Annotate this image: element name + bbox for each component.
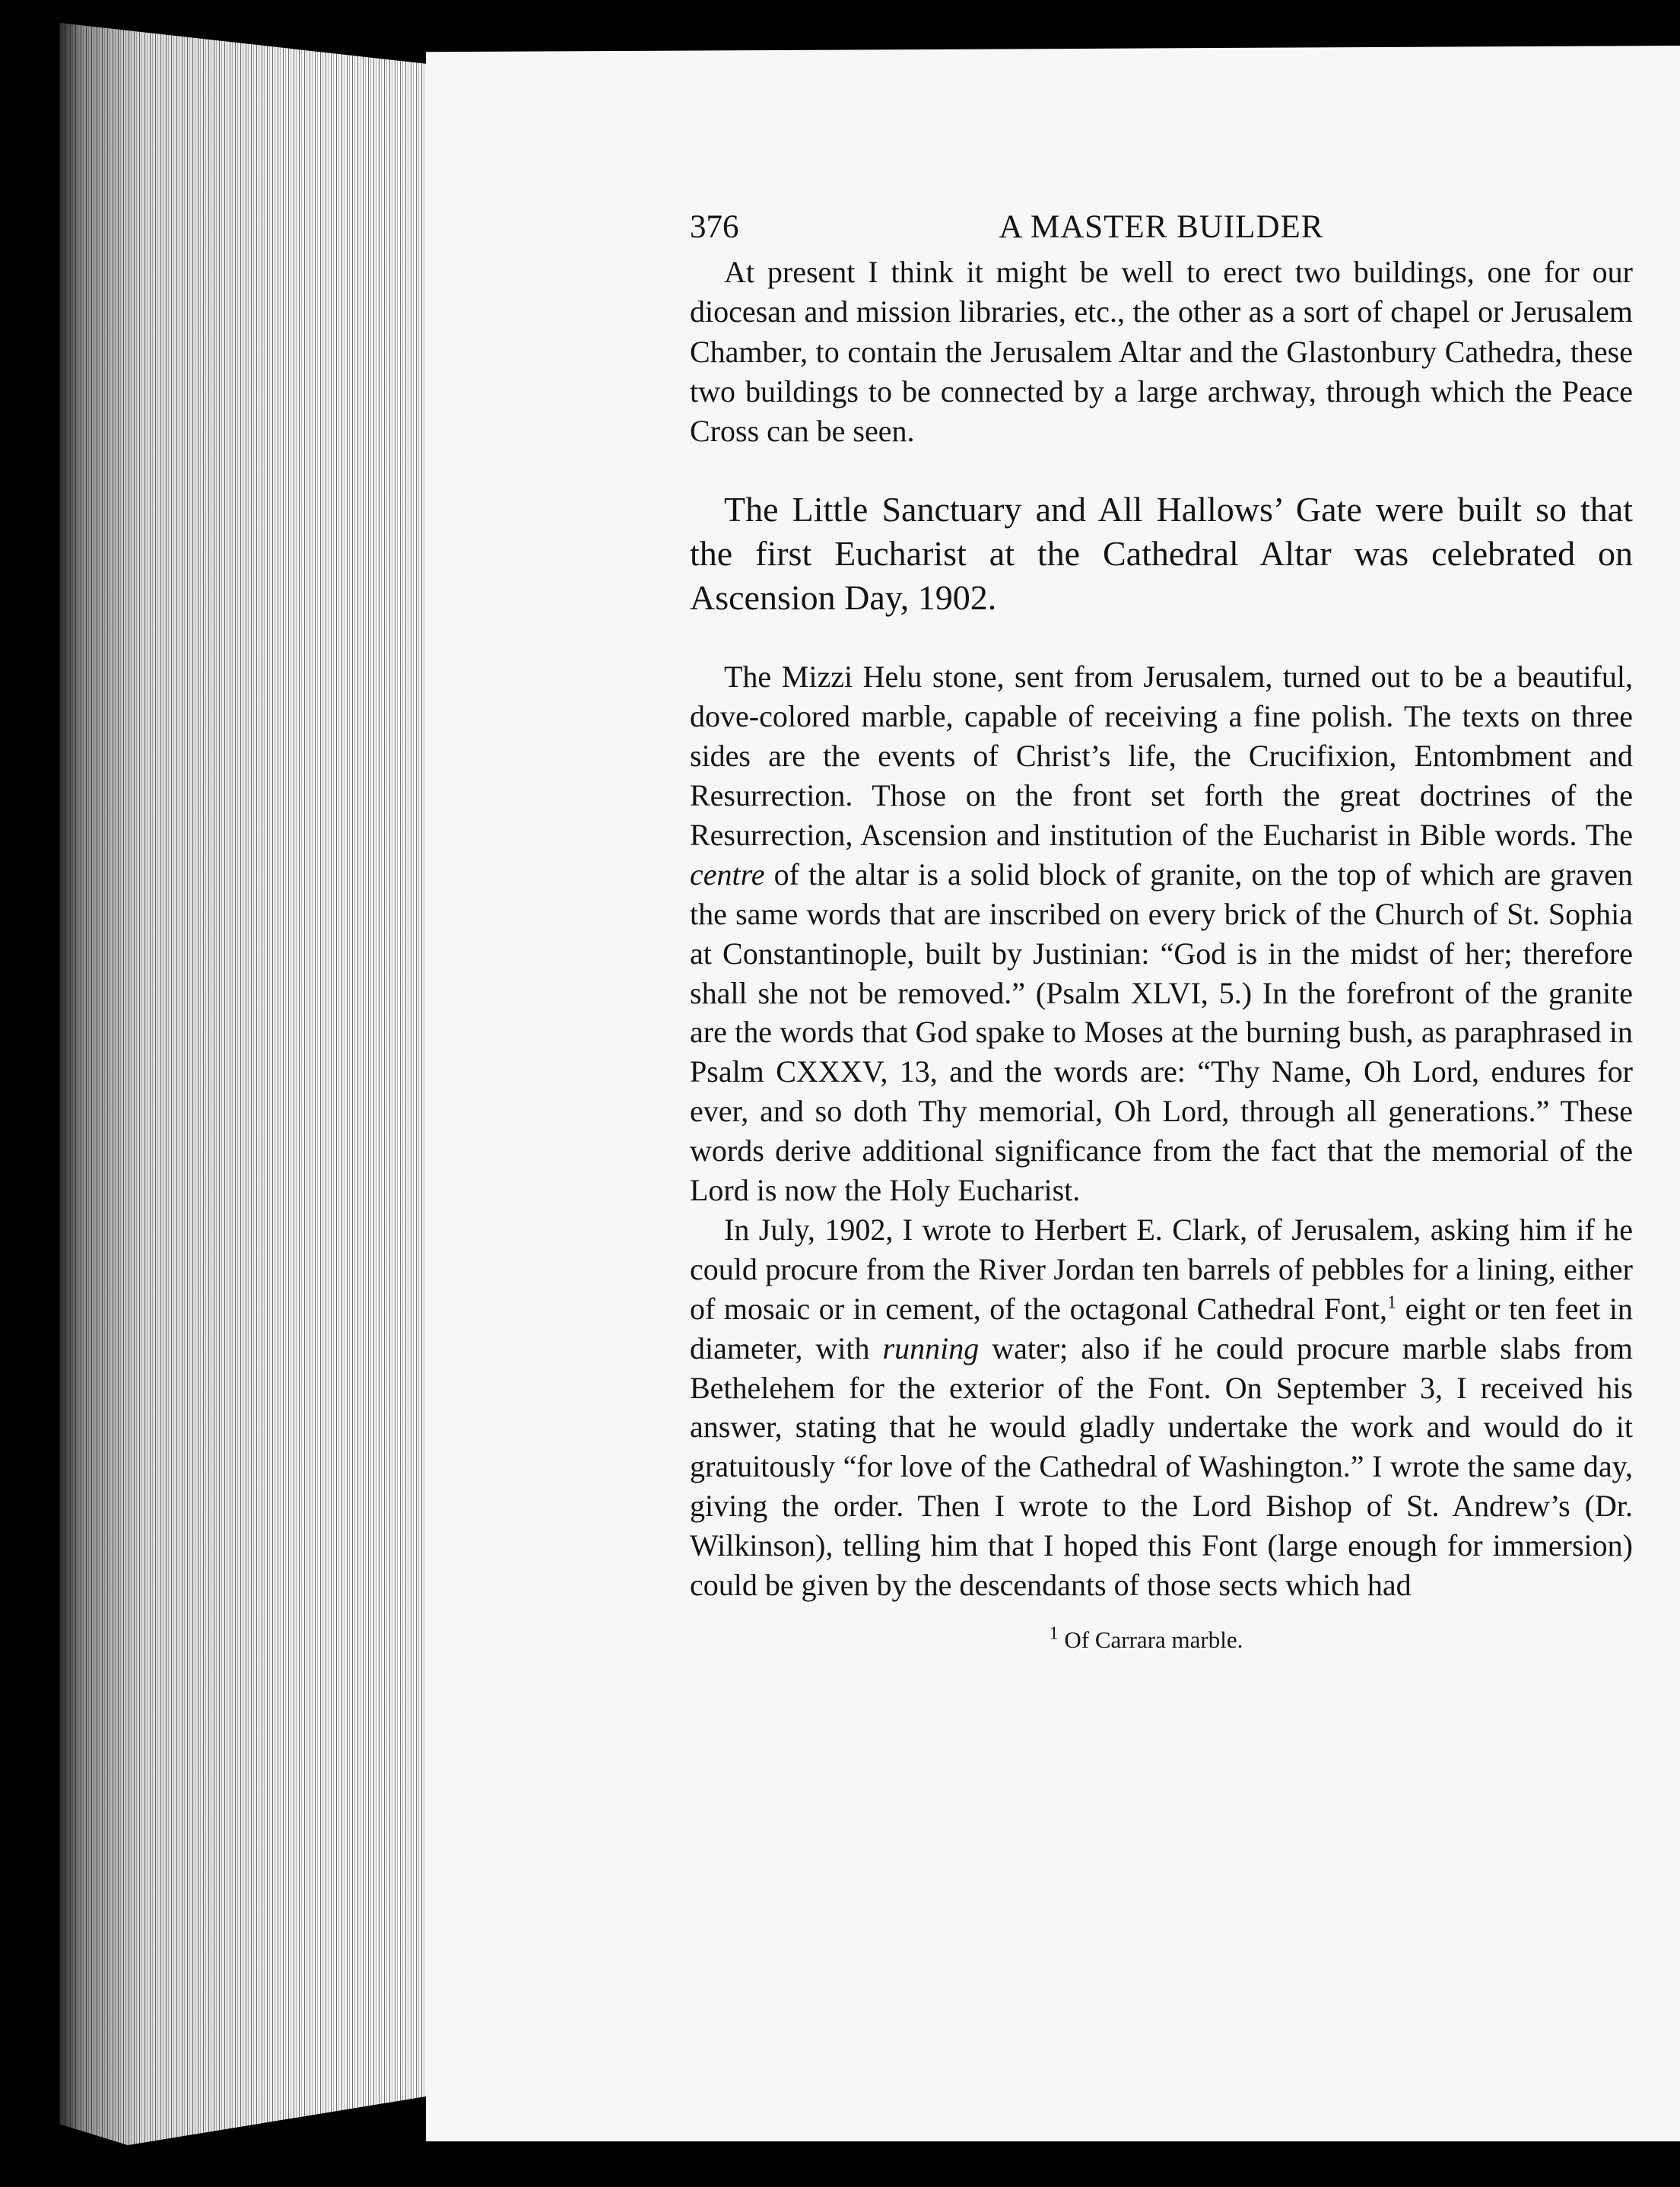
italic-word: centre: [690, 857, 765, 892]
footnote: [690, 1625, 1633, 1655]
paragraph-mizzi-helu-stone: [690, 657, 1633, 1210]
book-page-edges: [59, 23, 440, 2145]
running-title: A MASTER BUILDER: [999, 209, 1324, 245]
footnote-marker: 1: [1049, 1623, 1059, 1644]
footnote-text: Of Carrara marble.: [1058, 1626, 1243, 1654]
paragraph-cathedral-font: [690, 1210, 1633, 1605]
paragraph-text: In July, 1902, I wrote to Herbert E. Clark, of Jerusalem, asking him if he could procure from the River Jordan ten barrels of pebbles for a lining, either of mosaic or in cement, of the octagonal Cathedral Font,: [690, 1212, 1633, 1326]
paragraph-little-sanctuary: The Little Sanctuary and All Hallows’ Gate were built so that the first Eucharist at the Cathedral Altar was celebrated on Ascension Day, 1902.: [690, 490, 1633, 617]
paragraph-text: eight or ten feet in diameter, with: [690, 1291, 1633, 1365]
page-text-block: [690, 199, 1633, 1655]
page-number: 376: [690, 209, 739, 245]
italic-word: running: [882, 1330, 980, 1365]
paragraph-text: of the altar is a solid block of granite, on the top of which are graven the same words that are inscribed on every brick of the Church of St. Sophia at Constantinople, built by Justinian: “God is in the midst of her; therefore shall she not be removed.” (Psalm XLVI, 5.) In the forefront of the granite are the words that God spake to Moses at the burning bush, as paraphrased in Psalm CXXXV, 13, and the words are: “Thy Name, Oh Lord, endures for ever, and so doth Thy memorial, Oh Lord, through all generations.” These words derive additional significance from the fact that the memorial of the Lord is now the Holy Eucharist.: [690, 857, 1633, 1208]
paragraph-buildings: At present I think it might be well to erect two buildings, one for our diocesan and mission libraries, etc., the other as a sort of chapel or Jerusalem Chamber, to contain the Jerusalem Altar and the Glastonbury Cathedra, these two buildings to be connected by a large archway, through which the Peace Cross can be seen.: [690, 255, 1633, 449]
footnote-reference: 1: [1387, 1292, 1397, 1313]
paragraph-text: The Mizzi Helu stone, sent from Jerusalem, turned out to be a beautiful, dove-colored marble, capable of receiving a fine polish. The texts on three sides are the events of Christ’s life, the Crucifixion, Entombment and Resurrection. Those on the front set forth the great doctrines of the Resurrection, Ascension and institution of the Eucharist in Bible words. The: [690, 660, 1633, 852]
running-head: [690, 199, 1633, 253]
paragraph-text: water; also if he could procure marble slabs from Bethelehem for the exterior of the Font. On September 3, I received his answer, stating that he would gladly undertake the work and would do it gratuitously “for love of the Cathedral of Washington.” I wrote the same day, giving the order. Then I wrote to the Lord Bishop of St. Andrew’s (Dr. Wilkinson), telling him that I hoped this Font (large enough for immersion) could be given by the descendants of those sects which had: [690, 1330, 1634, 1603]
